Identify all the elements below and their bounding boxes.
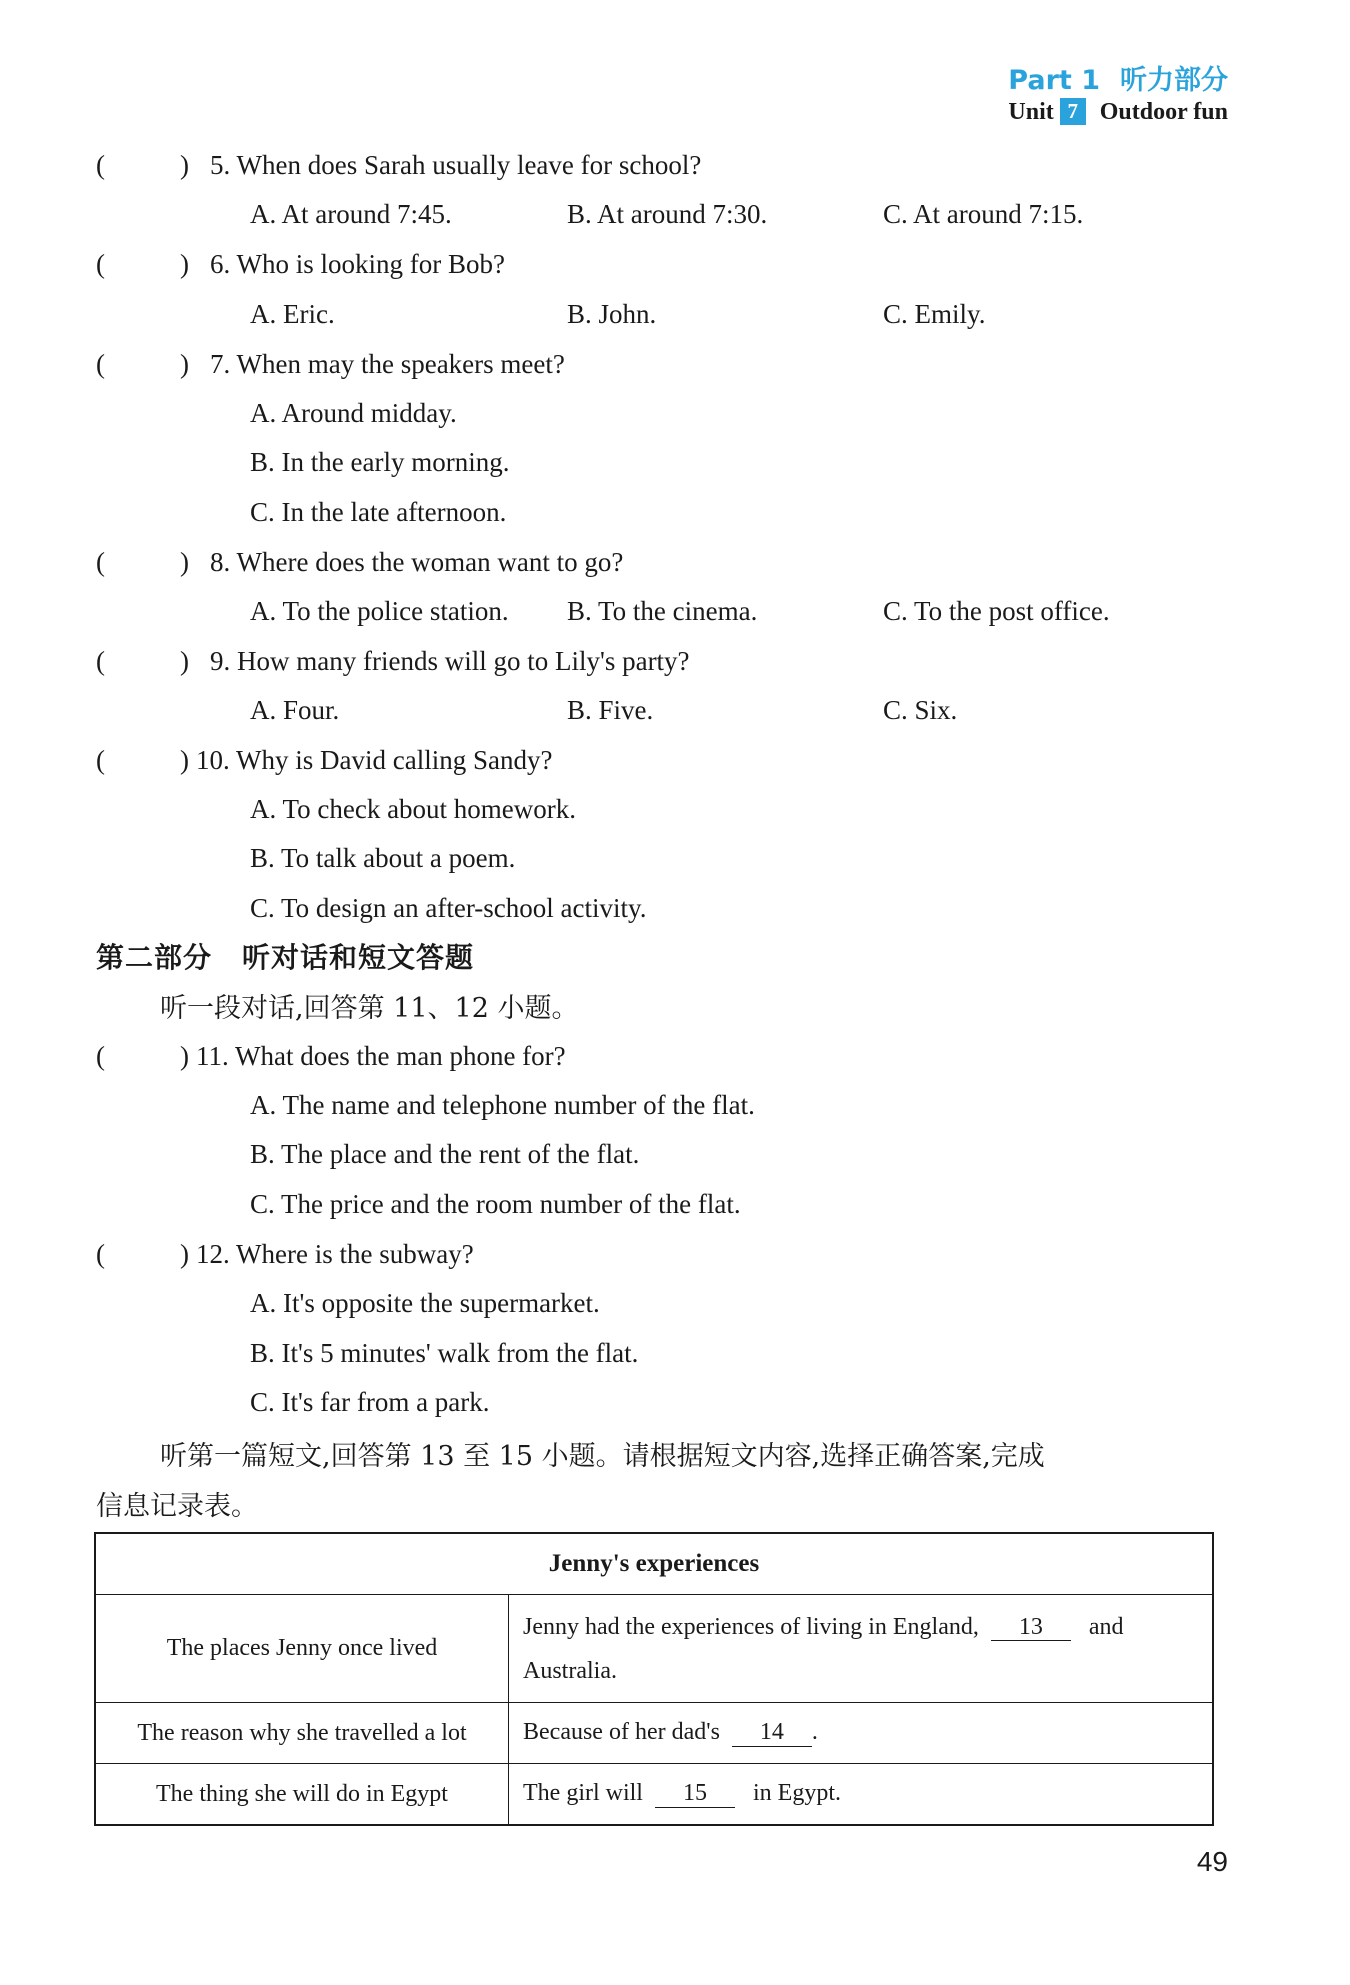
option-c[interactable]: C. The price and the room number of the flat. [250,1189,741,1219]
answer-paren-open[interactable]: ( [96,349,105,379]
answer-paren-close: ) [180,249,189,279]
answer-paren-close: ) [180,349,189,379]
answer-blank-14[interactable]: 14 [732,1719,812,1746]
question-text: 5. When does Sarah usually leave for school? [210,150,702,180]
instruction-passage-line1: 听第一篇短文,回答第 13 至 15 小题。请根据短文内容,选择正确答案,完成 [160,1441,1045,1472]
row-text: and [1088,1613,1124,1640]
question-text: 6. Who is looking for Bob? [210,249,505,279]
instruction-passage-line2: 信息记录表。 [96,1491,258,1522]
answer-paren-open[interactable]: ( [96,1239,105,1269]
answer-paren-open[interactable]: ( [96,547,105,577]
answer-paren-open[interactable]: ( [96,745,105,775]
unit-number-badge: 7 [1060,98,1086,125]
part-label: Part 1 [1008,65,1100,96]
row-content [509,1703,1214,1764]
answer-paren-close: ) [180,646,189,676]
answer-paren-open[interactable]: ( [96,646,105,676]
section-2-title [96,936,474,976]
row-label: The thing she will do in Egypt [95,1764,509,1826]
answer-paren-close: ) [180,1239,189,1269]
table-row [95,1764,1213,1826]
answer-blank-15[interactable]: 15 [655,1780,735,1807]
answer-blank-13[interactable]: 13 [991,1614,1071,1641]
table-row [95,1703,1213,1764]
option-a[interactable]: A. To the police station. [250,596,509,626]
option-c[interactable]: C. At around 7:15. [883,199,1084,229]
option-c[interactable]: C. To the post office. [883,596,1110,626]
question-text: 10. Why is David calling Sandy? [196,745,553,775]
option-c[interactable]: C. In the late afternoon. [250,497,507,527]
unit-header [1008,98,1228,126]
row-content [509,1595,1214,1703]
option-c[interactable]: C. Six. [883,695,958,725]
answer-paren-open[interactable]: ( [96,1041,105,1071]
option-c[interactable]: C. Emily. [883,299,986,329]
row-label: The places Jenny once lived [95,1595,509,1703]
option-a[interactable]: A. The name and telephone number of the flat. [250,1090,755,1120]
row-text: Because of her dad's [523,1719,720,1746]
row-text: in Egypt. [752,1780,841,1807]
table-row [95,1595,1213,1703]
question-text: 9. How many friends will go to Lily's party? [210,646,690,676]
unit-label: Unit [1008,99,1054,125]
section-heading: 听对话和短文答题 [242,941,475,974]
option-b[interactable]: B. Five. [567,695,654,725]
section-number: 第二部分 [96,941,213,974]
part-cn-label: 听力部分 [1120,65,1228,96]
option-c[interactable]: C. To design an after-school activity. [250,893,647,923]
option-a[interactable]: A. It's opposite the supermarket. [250,1288,600,1318]
experiences-table [94,1532,1214,1826]
option-a[interactable]: A. At around 7:45. [250,199,452,229]
row-text: . [811,1719,818,1746]
question-text: 7. When may the speakers meet? [210,349,565,379]
answer-paren-open[interactable]: ( [96,249,105,279]
option-a[interactable]: A. To check about homework. [250,794,577,824]
answer-paren-close: ) [180,547,189,577]
page-number: 49 [1196,1846,1228,1877]
question-text: 8. Where does the woman want to go? [210,547,624,577]
option-b[interactable]: B. The place and the rent of the flat. [250,1139,640,1169]
part-header [1008,58,1228,97]
answer-paren-close: ) [180,745,189,775]
answer-paren-close: ) [180,150,189,180]
instruction-dialogue: 听一段对话,回答第 11、12 小题。 [160,993,579,1024]
option-b[interactable]: B. At around 7:30. [567,199,768,229]
unit-title: Outdoor fun [1099,99,1228,125]
row-label: The reason why she travelled a lot [95,1703,509,1764]
table-title: Jenny's experiences [95,1533,1213,1595]
option-a[interactable]: A. Four. [250,695,340,725]
row-text: The girl will [523,1780,643,1807]
answer-paren-close: ) [180,1041,189,1071]
option-b[interactable]: B. In the early morning. [250,447,510,477]
row-text: Jenny had the experiences of living in England, [523,1613,979,1640]
answer-paren-open[interactable]: ( [96,150,105,180]
option-a[interactable]: A. Around midday. [250,398,457,428]
option-b[interactable]: B. To the cinema. [567,596,758,626]
question-text: 12. Where is the subway? [196,1239,474,1269]
row-content [509,1764,1214,1826]
row-text-line2: Australia. [523,1657,617,1684]
option-b[interactable]: B. To talk about a poem. [250,843,516,873]
option-c[interactable]: C. It's far from a park. [250,1387,490,1417]
option-b[interactable]: B. John. [567,299,657,329]
option-a[interactable]: A. Eric. [250,299,335,329]
option-b[interactable]: B. It's 5 minutes' walk from the flat. [250,1338,639,1368]
question-text: 11. What does the man phone for? [196,1041,566,1071]
